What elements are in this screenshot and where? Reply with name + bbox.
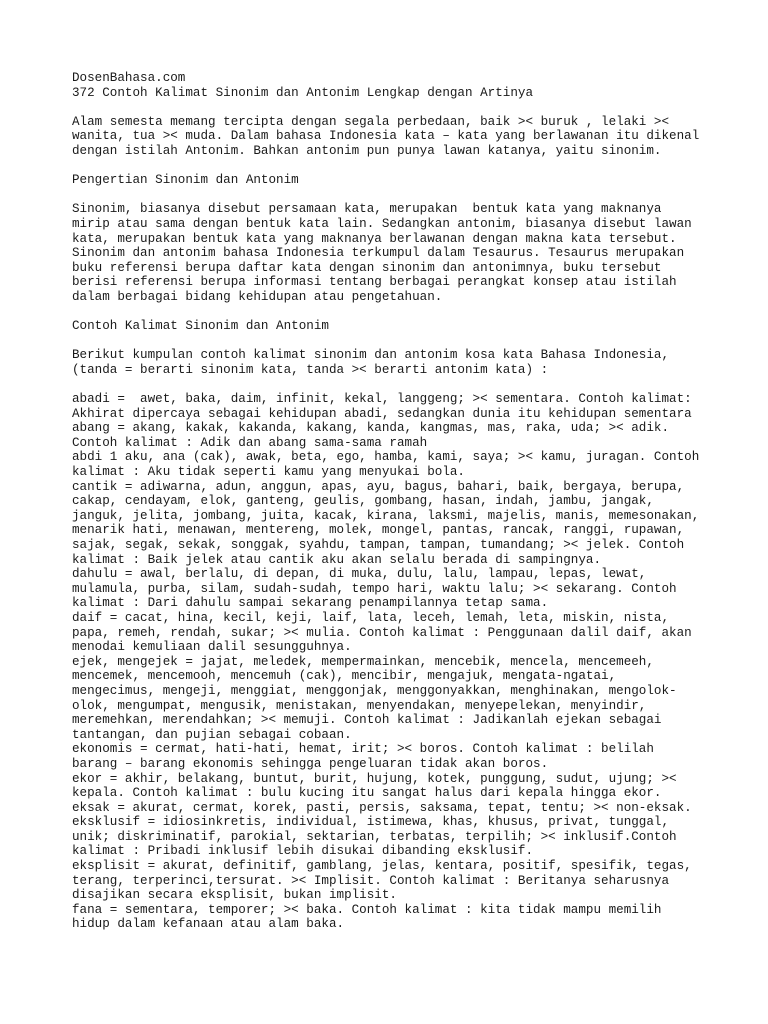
intro-line: dengan istilah Antonim. Bahkan antonim pun punya lawan katanya, yaitu sinonim.: [72, 143, 662, 158]
pengertian-paragraph: [72, 202, 732, 304]
entry-line: abang = akang, kakak, kakanda, kakang, kanda, kangmas, mas, raka, uda; >< adik.: [72, 421, 670, 436]
entry-line: terang, terperinci,tersurat. >< Implisit. Contoh kalimat : Beritanya seharusnya: [72, 873, 670, 888]
entry-line: mencemek, mencemooh, mencemuh (cak), mencibir, mengajuk, mengata-ngatai,: [72, 669, 617, 684]
pengertian-line: kata, merupakan bentuk kata yang maknanya berlawanan dengan makna kata tersebut.: [72, 231, 677, 246]
contoh-intro-line: (tanda = berarti sinonim kata, tanda >< berarti antonim kata) :: [72, 362, 549, 377]
entry-line: cakap, cendayam, elok, ganteng, geulis, gombang, hasan, indah, jambu, jangak,: [72, 494, 654, 509]
spacer: [72, 100, 732, 115]
entry-line: fana = sementara, temporer; >< baka. Contoh kalimat : kita tidak mampu memilih: [72, 902, 662, 917]
entry-line: eksklusif = idiosinkretis, individual, istimewa, khas, khusus, privat, tunggal,: [72, 815, 670, 830]
intro-line: wanita, tua >< muda. Dalam bahasa Indonesia kata – kata yang berlawanan itu dikenal: [72, 129, 700, 144]
spacer: [72, 377, 732, 392]
intro-line: Alam semesta memang tercipta dengan segala perbedaan, baik >< buruk , lelaki ><: [72, 114, 670, 129]
entry-line: daif = cacat, hina, kecil, keji, laif, lata, leceh, lemah, leta, miskin, nista,: [72, 610, 670, 625]
intro-paragraph: [72, 115, 732, 159]
entry-line: eksplisit = akurat, definitif, gamblang, jelas, kentara, positif, spesifik, tegas,: [72, 859, 692, 874]
entry-line: barang – barang ekonomis sehingga pengeluaran tidak akan boros.: [72, 756, 549, 771]
pengertian-line: Sinonim, biasanya disebut persamaan kata, merupakan bentuk kata yang maknanya: [72, 202, 662, 217]
pengertian-line: buku referensi berupa daftar kata dengan sinonim dan antonimnya, buku tersebut: [72, 260, 662, 275]
entry-line: ekonomis = cermat, hati-hati, hemat, irit; >< boros. Contoh kalimat : belilah: [72, 742, 654, 757]
entry-line: ekor = akhir, belakang, buntut, burit, hujung, kotek, punggung, sudut, ujung; ><: [72, 771, 677, 786]
entry-line: sajak, segak, sekak, songgak, syahdu, tampan, tampan, tumandang; >< jelek. Contoh: [72, 538, 685, 552]
contoh-intro-paragraph: [72, 348, 732, 377]
entry-line: dahulu = awal, berlalu, di depan, di muka, dulu, lalu, lampau, lepas, lewat,: [72, 567, 647, 582]
entry-line: mulamula, purba, silam, sudah-sudah, tempo hari, waktu lalu; >< sekarang. Contoh: [72, 581, 677, 596]
entry-line: tantangan, dan pujian sebagai cobaan.: [72, 727, 352, 742]
document-title: 372 Contoh Kalimat Sinonim dan Antonim Lengkap dengan Artinya: [72, 85, 534, 100]
entry-line: kalimat : Pribadi inklusif lebih disukai dibanding eksklusif.: [72, 844, 534, 859]
entry-line: menarik hati, menawan, mentereng, molek, mongel, pantas, rancak, ranggi, rupawan,: [72, 523, 685, 538]
entry-line: hidup dalam kefanaan atau alam baka.: [72, 917, 345, 932]
pengertian-line: berisi referensi berupa informasi tentang berbagai perangkat konsep atau istilah: [72, 275, 677, 290]
entry-line: kalimat : Baik jelek atau cantik aku akan selalu berada di sampingnya.: [72, 552, 602, 567]
entry-line: kalimat : Dari dahulu sampai sekarang penampilannya tetap sama.: [72, 596, 549, 611]
section-heading-pengertian: Pengertian Sinonim dan Antonim: [72, 173, 299, 188]
pengertian-line: dalam berbagai bidang kehidupan atau pengetahuan.: [72, 289, 443, 304]
entry-line: disajikan secara eksplisit, bukan implisit.: [72, 888, 397, 903]
entries-list: [72, 392, 732, 932]
pengertian-line: mirip atau sama dengan bentuk kata lain. Sedangkan antonim, biasanya disebut lawan: [72, 216, 692, 231]
entry-line: janguk, jelita, jombang, juita, kacak, kirana, laksmi, majelis, manis, memesonakan,: [72, 508, 700, 523]
section-heading-contoh: Contoh Kalimat Sinonim dan Antonim: [72, 319, 329, 334]
entry-line: abadi = awet, baka, daim, infinit, kekal, langgeng; >< sementara. Contoh kalimat:: [72, 392, 692, 407]
entry-line: Contoh kalimat : Adik dan abang sama-sama ramah: [72, 435, 428, 450]
site-name: DosenBahasa.com: [72, 71, 186, 85]
entry-line: kalimat : Aku tidak seperti kamu yang menyukai bola.: [72, 465, 465, 480]
entry-line: papa, remeh, rendah, sukar; >< mulia. Contoh kalimat : Penggunaan dalil daif, akan: [72, 625, 692, 640]
spacer: [72, 159, 732, 174]
entry-line: olok, mengumpat, mengusik, menistakan, menyendakan, menyepelekan, menyindir,: [72, 698, 647, 713]
spacer: [72, 188, 732, 203]
contoh-intro-line: Berikut kumpulan contoh kalimat sinonim dan antonim kosa kata Bahasa Indonesia,: [72, 348, 670, 363]
entry-line: abdi 1 aku, ana (cak), awak, beta, ego, hamba, kami, saya; >< kamu, juragan. Contoh: [72, 450, 700, 465]
entry-line: cantik = adiwarna, adun, anggun, apas, ayu, bagus, bahari, baik, bergaya, berupa,: [72, 479, 685, 494]
entry-line: kepala. Contoh kalimat : bulu kucing itu sangat halus dari kepala hingga ekor.: [72, 786, 662, 801]
spacer: [72, 305, 732, 320]
entry-line: mengecimus, mengeji, menggiat, menggonjak, menggonyakkan, menghinakan, mengolok-: [72, 683, 677, 698]
entry-line: ejek, mengejek = jajat, meledek, mempermainkan, mencebik, mencela, mencemeeh,: [72, 654, 654, 669]
entry-line: meremehkan, merendahkan; >< memuji. Contoh kalimat : Jadikanlah ejekan sebagai: [72, 713, 662, 728]
entry-line: Akhirat dipercaya sebagai kehidupan abadi, sedangkan dunia itu kehidupan sementara: [72, 406, 692, 421]
entry-line: unik; diskriminatif, parokial, sektarian, terbatas, terpilih; >< inklusif.Contoh: [72, 829, 677, 844]
document-page: [72, 71, 732, 932]
entry-line: eksak = akurat, cermat, korek, pasti, persis, saksama, tepat, tentu; >< non-eksak.: [72, 800, 692, 815]
entry-line: menodai kemuliaan dalil sesungguhnya.: [72, 640, 352, 655]
pengertian-line: Sinonim dan antonim bahasa Indonesia terkumpul dalam Tesaurus. Tesaurus merupakan: [72, 246, 685, 261]
spacer: [72, 334, 732, 349]
